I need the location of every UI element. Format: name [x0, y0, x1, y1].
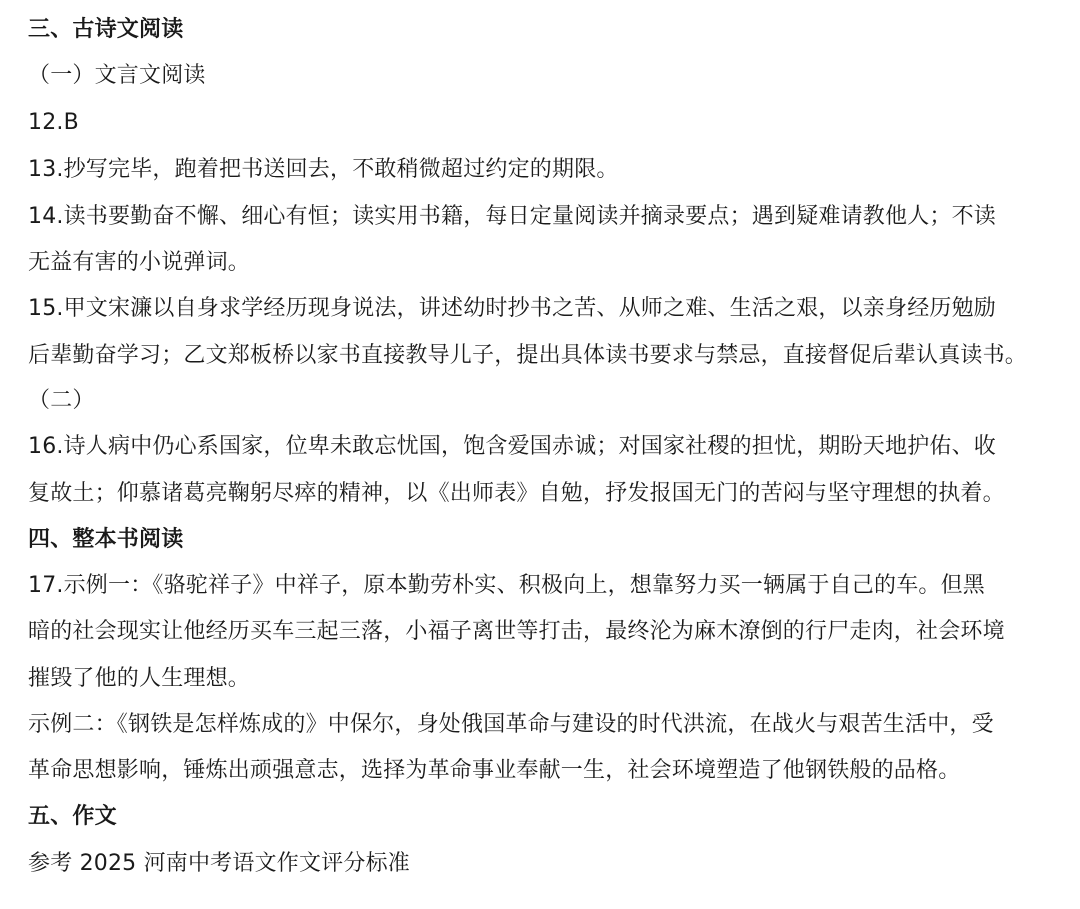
- answer-16-line-2: 复故土；仰慕诸葛亮鞠躬尽瘁的精神，以《出师表》自勉，抒发报国无门的苦闷与坚守理想的执着。: [28, 481, 1005, 506]
- essay-reference-note: 参考 2025 河南中考语文作文评分标准: [28, 851, 410, 876]
- answer-17-line-2: 暗的社会现实让他经历买车三起三落，小福子离世等打击，最终沦为麻木潦倒的行尸走肉，社会环境: [28, 619, 1005, 644]
- answer-17-line-3: 摧毁了他的人生理想。: [28, 666, 251, 691]
- answer-16-line-1: 16.诗人病中仍心系国家，位卑未敢忘忧国，饱含爱国赤诚；对国家社稷的担忧，期盼天地护佑、收: [28, 434, 996, 459]
- subsection-two: （二）: [28, 388, 95, 413]
- answer-13: 13.抄写完毕，跑着把书送回去，不敢稍微超过约定的期限。: [28, 157, 619, 182]
- section-three-title: 三、古诗文阅读: [28, 17, 184, 42]
- answer-17-line-1: 17.示例一：《骆驼祥子》中祥子，原本勤劳朴实、积极向上，想靠努力买一辆属于自己的车。但黑: [28, 573, 985, 598]
- answer-15-line-2: 后辈勤奋学习；乙文郑板桥以家书直接教导儿子，提出具体读书要求与禁忌，直接督促后辈认真读书。: [28, 343, 1028, 368]
- section-four-title: 四、整本书阅读: [28, 527, 184, 552]
- answer-15-line-1: 15.甲文宋濂以自身求学经历现身说法，讲述幼时抄书之苦、从师之难、生活之艰，以亲身经历勉励: [28, 296, 996, 321]
- answer-12: 12.B: [28, 110, 79, 135]
- answer-14-line-1: 14.读书要勤奋不懈、细心有恒；读实用书籍，每日定量阅读并摘录要点；遇到疑难请教他人；不读: [28, 204, 996, 229]
- section-five-title: 五、作文: [28, 804, 117, 829]
- answer-14-line-2: 无益有害的小说弹词。: [28, 250, 251, 275]
- example-two-line-1: 示例二：《钢铁是怎样炼成的》中保尔，身处俄国革命与建设的时代洪流，在战火与艰苦生活中，受: [28, 712, 994, 737]
- example-two-line-2: 革命思想影响，锤炼出顽强意志，选择为革命事业奉献一生，社会环境塑造了他钢铁般的品格。: [28, 758, 961, 783]
- subsection-classical-reading: （一）文言文阅读: [28, 63, 206, 88]
